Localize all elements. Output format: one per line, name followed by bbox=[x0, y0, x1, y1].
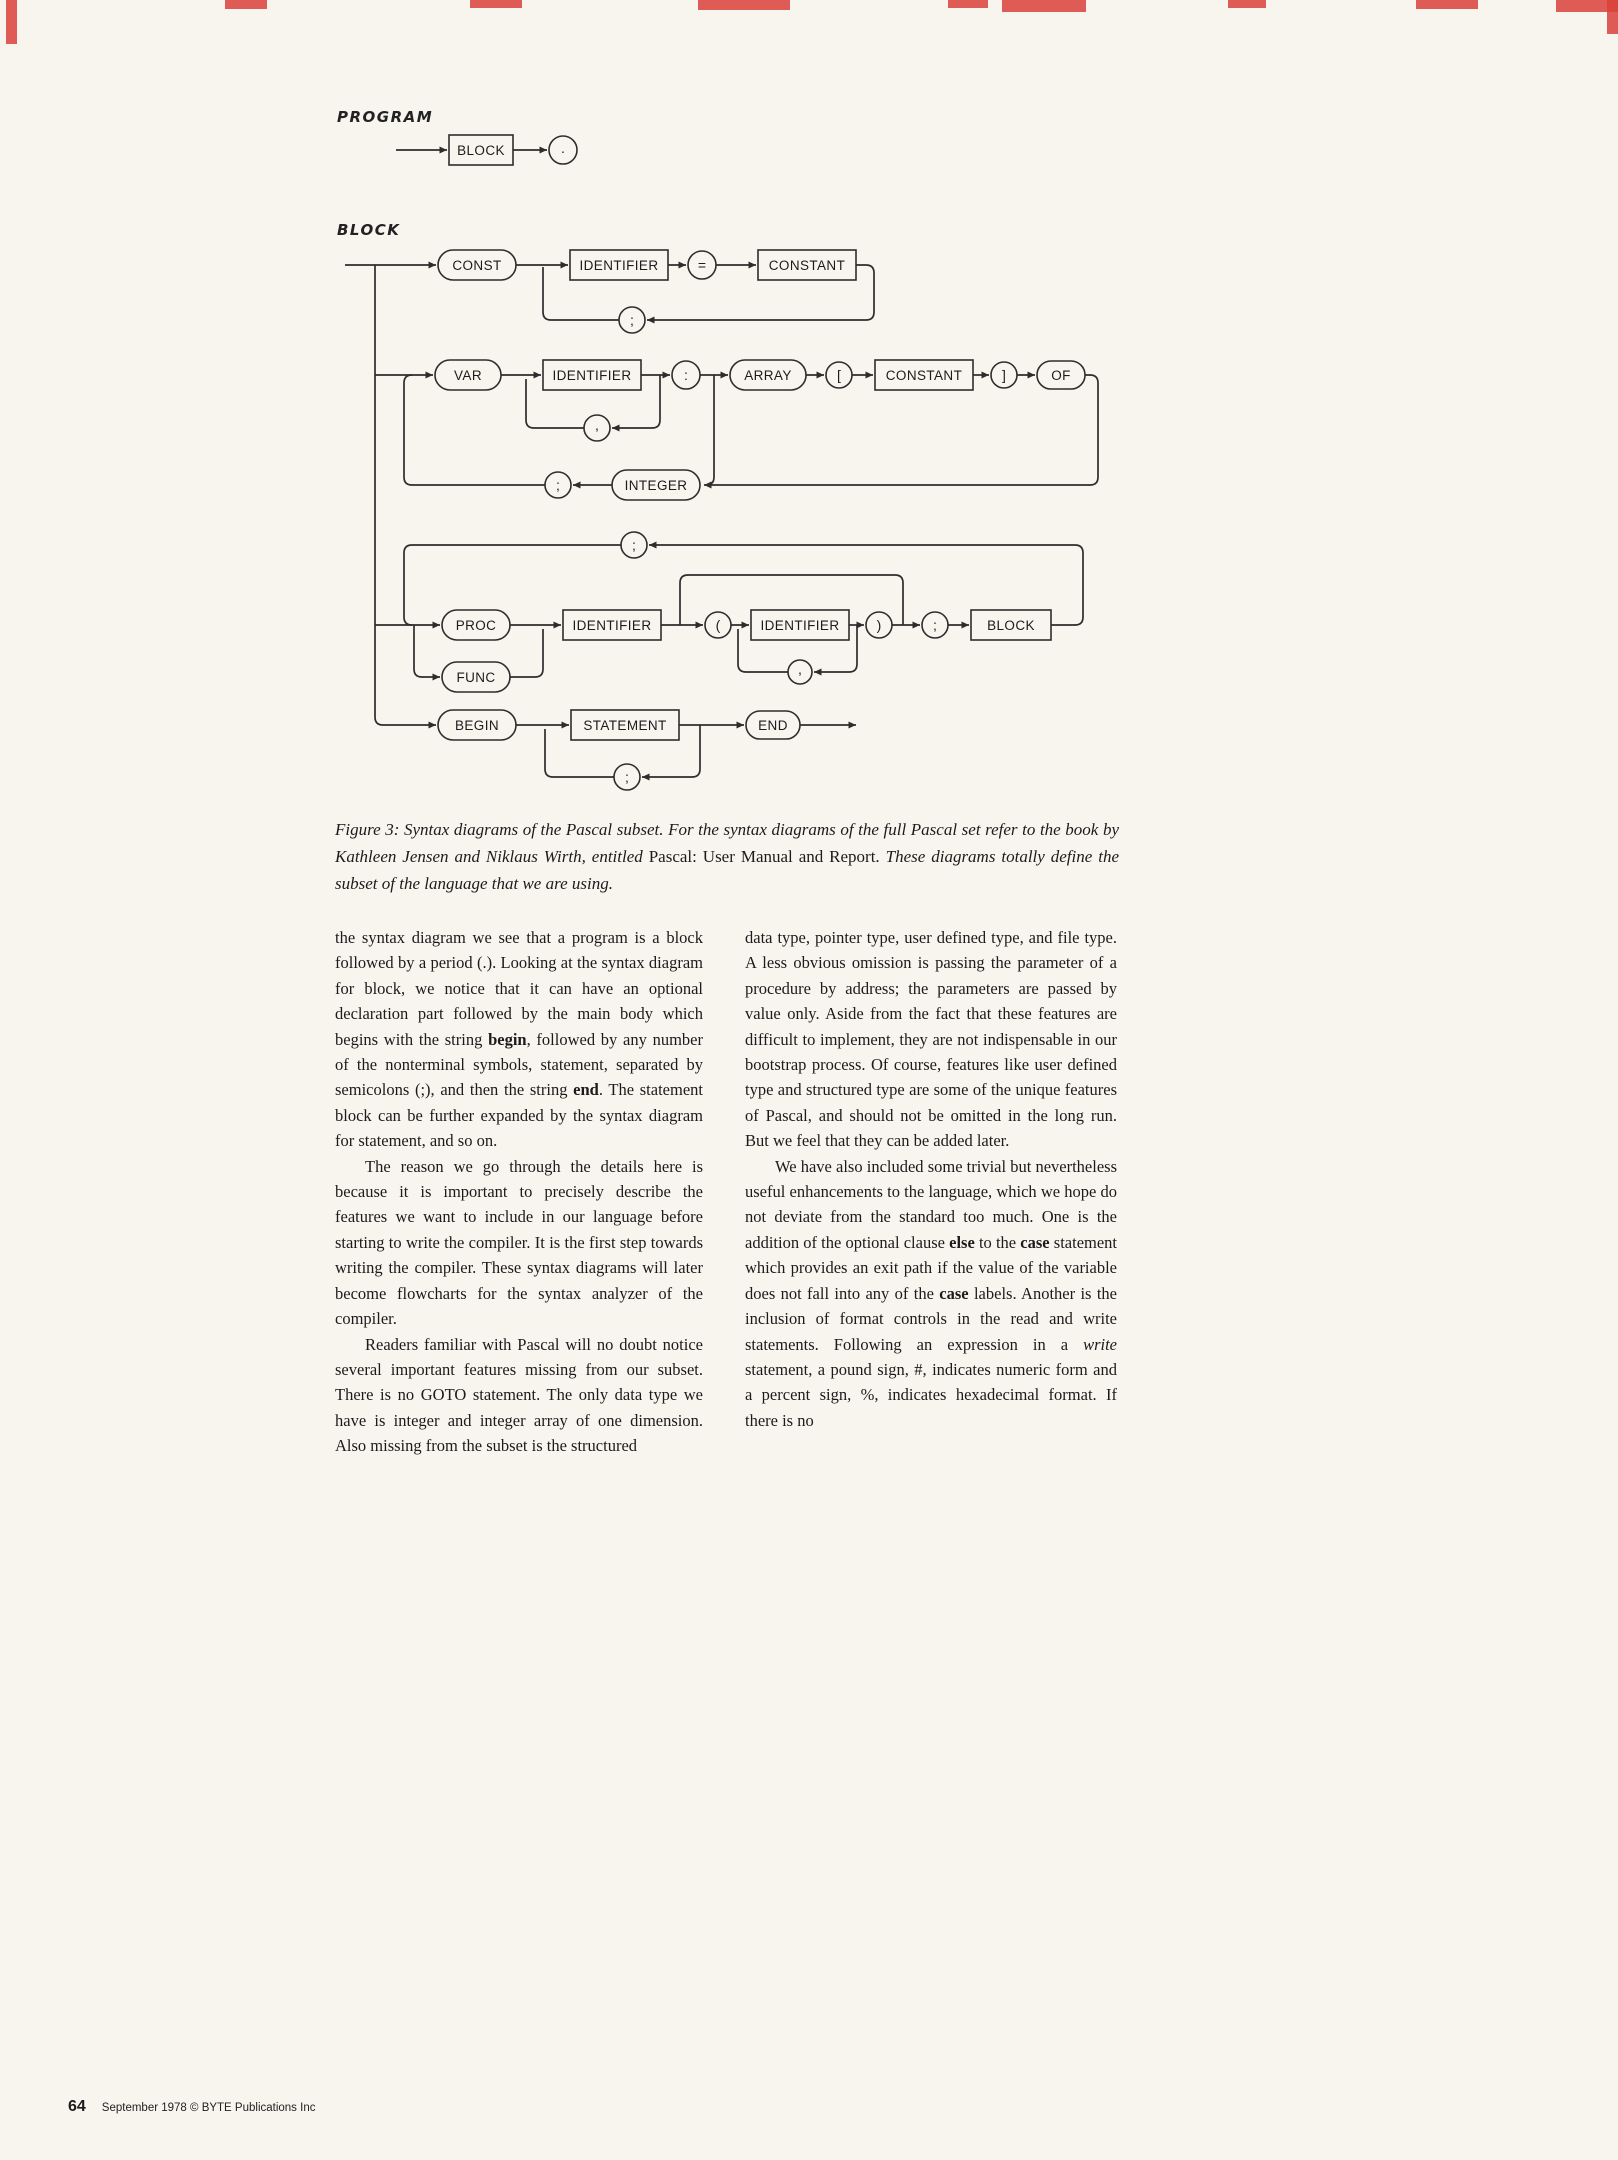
node-const-semicolon bbox=[619, 307, 645, 333]
text-segment: Pascal: User Manual and Report. bbox=[648, 847, 880, 866]
node-program-block-label: BLOCK bbox=[457, 143, 505, 158]
node-of-keyword-label: OF bbox=[1051, 368, 1071, 383]
text-segment: case bbox=[1020, 1232, 1050, 1252]
paragraph bbox=[335, 816, 1119, 897]
node-period bbox=[549, 136, 577, 164]
text-segment: write bbox=[1083, 1334, 1117, 1354]
paragraph bbox=[745, 925, 1117, 1154]
text-segment: . The statement block can be further expanded by the syntax diagram for statement, and so on. bbox=[335, 1080, 703, 1151]
text-segment: The reason we go through the details here is because it is important to precisely describe the features we want to include in our language before starting to write the compiler. It is the first step towards writing the compiler. These syntax diagrams will later become flowcharts for the syntax analyzer of the compiler. bbox=[335, 1156, 703, 1329]
node-const-semicolon-label: ; bbox=[630, 312, 634, 328]
syntax-diagram bbox=[0, 0, 1618, 810]
node-block-box-label: BLOCK bbox=[987, 618, 1035, 633]
text-segment: case bbox=[939, 1283, 969, 1303]
node-end-keyword-label: END bbox=[758, 718, 788, 733]
node-statement-label: STATEMENT bbox=[583, 718, 667, 733]
node-param-comma-label: , bbox=[798, 661, 802, 677]
node-end-keyword bbox=[746, 711, 800, 739]
node-func-keyword-label: FUNC bbox=[456, 670, 496, 685]
node-array-keyword bbox=[730, 360, 806, 390]
text-segment: else bbox=[949, 1232, 975, 1252]
node-proc-keyword bbox=[442, 610, 510, 640]
node-begin-keyword-label: BEGIN bbox=[454, 718, 500, 733]
text-segment: statement which provides an exit path if the value of the variable does not fall into any of the bbox=[745, 1232, 1118, 1303]
node-func-keyword bbox=[442, 662, 510, 692]
node-var-identifier-label: IDENTIFIER bbox=[552, 368, 632, 383]
text-segment: , followed by any number of the nonterminal symbols, statement, separated by semicolons (;), and then the string bbox=[335, 1029, 703, 1100]
node-var-keyword-label: VAR bbox=[454, 368, 482, 383]
node-const-identifier bbox=[570, 250, 668, 280]
node-colon bbox=[672, 361, 700, 389]
node-var-semicolon-label: ; bbox=[556, 477, 560, 493]
paragraph bbox=[335, 1332, 703, 1459]
text-segment: the syntax diagram we see that a program is a block followed by a period (.). Looking at the syntax diagram for block, we notice that it can have an optional declaration part followed by the main body which begins with the string bbox=[335, 928, 703, 1049]
node-const-identifier-label: IDENTIFIER bbox=[579, 258, 659, 273]
node-param-comma bbox=[788, 660, 812, 684]
text-segment: begin bbox=[488, 1029, 527, 1049]
node-program-block bbox=[449, 135, 513, 165]
node-proc-keyword-label: PROC bbox=[455, 618, 497, 633]
node-array-constant bbox=[875, 360, 973, 390]
text-segment: statement, a pound sign, #, indicates numeric form and a percent sign, %, indicates hexadecimal format. If there is no bbox=[745, 1359, 1117, 1430]
node-left-paren-label: ( bbox=[715, 617, 721, 633]
node-statement-semicolon-label: ; bbox=[625, 769, 629, 785]
node-var-semicolon bbox=[545, 472, 571, 498]
node-of-keyword bbox=[1037, 361, 1085, 389]
node-const-keyword bbox=[438, 250, 516, 280]
node-left-paren bbox=[705, 612, 731, 638]
left-column bbox=[335, 925, 703, 1459]
text-segment: labels. Another is the inclusion of format controls in the read and write statements. Following an expression in a bbox=[745, 1283, 1117, 1354]
node-array-constant-label: CONSTANT bbox=[885, 368, 963, 383]
paragraph bbox=[335, 1154, 703, 1332]
node-constant bbox=[758, 250, 856, 280]
text-segment: Figure 3: Syntax diagrams of the Pascal subset. For the syntax diagrams of the full Pascal set refer to the book by Kathleen Jensen and Niklaus Wirth, entitled bbox=[335, 820, 1119, 866]
node-proc-semicolon-label: ; bbox=[933, 617, 937, 633]
node-constant-label: CONSTANT bbox=[768, 258, 846, 273]
node-param-identifier-label: IDENTIFIER bbox=[760, 618, 840, 633]
node-array-keyword-label: ARRAY bbox=[744, 368, 792, 383]
node-statement bbox=[571, 710, 679, 740]
node-const-keyword-label: CONST bbox=[452, 258, 502, 273]
node-statement-semicolon bbox=[614, 764, 640, 790]
node-integer-keyword-label: INTEGER bbox=[624, 478, 688, 493]
program-diagram-label: PROGRAM bbox=[337, 108, 434, 126]
node-integer-keyword bbox=[612, 470, 700, 500]
paragraph bbox=[335, 925, 703, 1154]
node-separator-semicolon bbox=[621, 532, 647, 558]
node-var-comma-label: , bbox=[595, 417, 599, 433]
node-block-box bbox=[971, 610, 1051, 640]
figure-caption bbox=[335, 816, 1119, 897]
node-left-bracket-label: [ bbox=[837, 367, 841, 383]
node-equals bbox=[688, 251, 716, 279]
node-param-identifier bbox=[751, 610, 849, 640]
node-separator-semicolon-label: ; bbox=[632, 537, 636, 553]
node-right-paren-label: ) bbox=[876, 617, 882, 633]
node-var-identifier bbox=[543, 360, 641, 390]
node-right-paren bbox=[866, 612, 892, 638]
page-number: 64 bbox=[68, 2098, 86, 2115]
node-period-label: . bbox=[561, 140, 565, 156]
text-segment: to the bbox=[974, 1232, 1021, 1252]
node-proc-identifier bbox=[563, 610, 661, 640]
node-proc-identifier-label: IDENTIFIER bbox=[572, 618, 652, 633]
text-segment: data type, pointer type, user defined type, and file type. A less obvious omission is passing the parameter of a procedure by address; the parameters are passed by value only. Aside from the fact that these features are difficult to implement, they are not indispensable in our bootstrap process. Of course, features like user defined type and structured type are some of the unique features of Pascal, and should not be omitted in the long run. But we feel that they can be added later. bbox=[745, 928, 1117, 1151]
page-footer bbox=[68, 2098, 315, 2116]
node-right-bracket bbox=[991, 362, 1017, 388]
text-segment: These diagrams totally define the subset of the language that we are using. bbox=[335, 847, 1119, 893]
text-segment: We have also included some trivial but nevertheless useful enhancements to the language, which we hope do not deviate from the standard too much. One is the addition of the optional clause bbox=[745, 1156, 1117, 1252]
footer-credit: September 1978 © BYTE Publications Inc bbox=[101, 2102, 316, 2114]
node-proc-semicolon bbox=[922, 612, 948, 638]
right-column bbox=[745, 925, 1117, 1433]
node-begin-keyword bbox=[438, 710, 516, 740]
node-var-keyword bbox=[435, 360, 501, 390]
node-colon-label: : bbox=[684, 367, 688, 383]
text-segment: end bbox=[573, 1080, 599, 1100]
node-right-bracket-label: ] bbox=[1002, 367, 1006, 383]
node-equals-label: = bbox=[697, 257, 707, 273]
node-left-bracket bbox=[826, 362, 852, 388]
paragraph bbox=[745, 1154, 1117, 1433]
node-var-comma bbox=[584, 415, 610, 441]
block-diagram-label: BLOCK bbox=[337, 221, 401, 239]
text-segment: Readers familiar with Pascal will no doubt notice several important features missing from our subset. There is no GOTO statement. The only data type we have is integer and integer array of one dimension. Also missing from the subset is the structured bbox=[335, 1334, 703, 1456]
